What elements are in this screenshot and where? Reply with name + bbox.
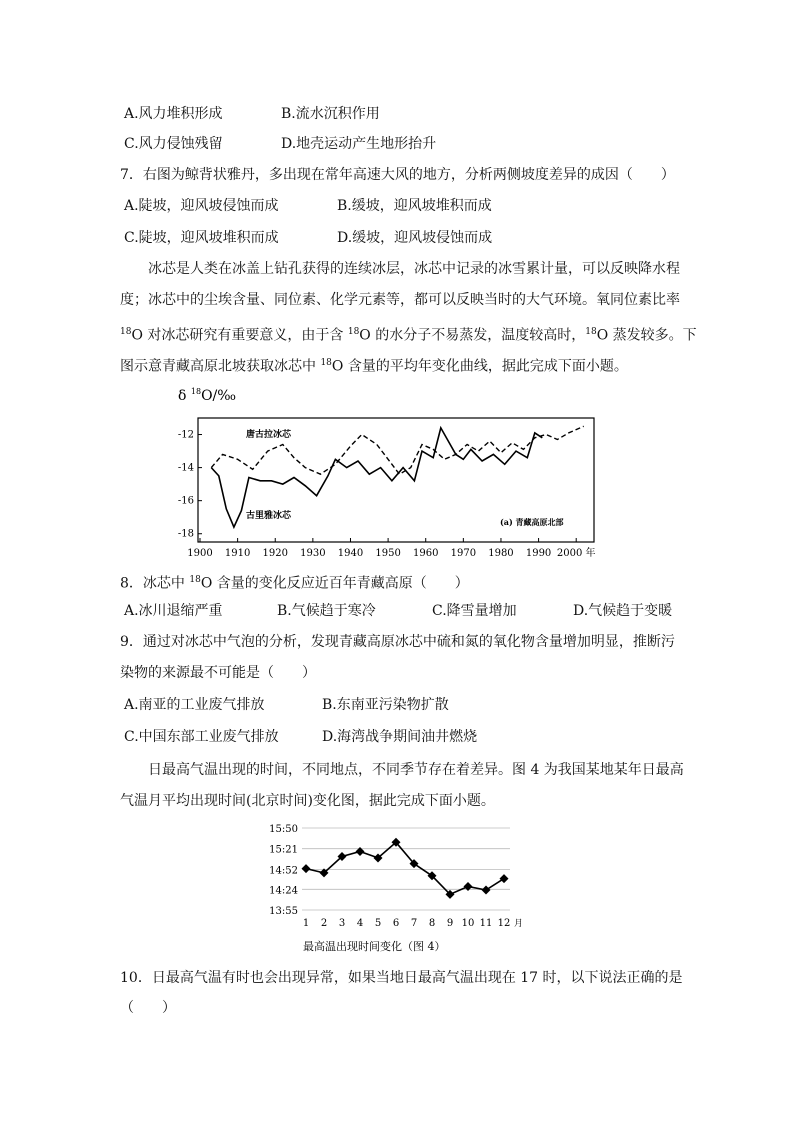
para1-line1: 冰芯是人类在冰盖上钻孔获得的连续冰层，冰芯中记录的冰雪累计量，可以反映降水程 bbox=[148, 261, 680, 277]
y-tick-label: 14:24 bbox=[269, 885, 298, 897]
x-tick-label: 1900 bbox=[187, 548, 213, 559]
max-temp-series-line bbox=[306, 842, 504, 894]
x-tick-label: 3 bbox=[338, 918, 346, 929]
x-tick-label: 8 bbox=[428, 918, 436, 929]
y-axis-label: δ $^{18}$O/‰ bbox=[178, 387, 237, 404]
q7-option-b: B.缓坡，迎风坡堆积而成 bbox=[337, 198, 492, 214]
text: 图示意青藏高原北坡获取冰芯中 bbox=[120, 358, 321, 375]
q9-option-d: D.海湾战争期间油井燃烧 bbox=[322, 729, 478, 745]
text: O 蒸发较多。下 bbox=[596, 327, 697, 344]
sup: 18 bbox=[347, 327, 360, 337]
x-tick-label: 1990 bbox=[525, 548, 552, 559]
q7-option-a: A.陡坡，迎风坡侵蚀而成 bbox=[124, 198, 279, 214]
x-tick-label: 4 bbox=[356, 918, 364, 929]
chart-title: 最高温出现时间变化（图 4） bbox=[303, 940, 446, 953]
y-tick-label: -14 bbox=[177, 462, 194, 474]
sup: 18 bbox=[120, 327, 132, 337]
sup: 18 bbox=[585, 327, 597, 337]
x-tick-label: 1960 bbox=[412, 548, 439, 559]
sup: 18 bbox=[189, 575, 201, 585]
y-tick-label: 15:21 bbox=[269, 844, 298, 856]
x-tick-label: 11 bbox=[479, 918, 493, 929]
x-tick-label: 2000 年 bbox=[556, 548, 596, 559]
x-tick-label: 1940 bbox=[337, 548, 364, 559]
text: O 对冰芯研究有重要意义，由于含 bbox=[131, 327, 348, 344]
q6-option-b: B.流水沉积作用 bbox=[281, 106, 380, 122]
y-tick-label: 14:52 bbox=[269, 865, 298, 877]
guliya-label: 古里雅冰芯 bbox=[246, 511, 292, 521]
q9-stem-line1: 9．通过对冰芯中气泡的分析，发现青藏高原冰芯中硫和氮的氧化物含量增加明显，推断污 bbox=[120, 634, 675, 650]
q8-option-b: B.气候趋于寒冷 bbox=[277, 603, 376, 619]
x-tick-label: 1950 bbox=[375, 548, 401, 559]
q9-option-b: B.东南亚污染物扩散 bbox=[322, 697, 449, 713]
x-tick-label: 5 bbox=[374, 918, 382, 929]
chart-caption: (a) 青藏高原北部 bbox=[500, 517, 564, 527]
q8-stem bbox=[120, 570, 469, 594]
q6-option-a: A.风力堆积形成 bbox=[124, 106, 223, 122]
text: 8．冰芯中 bbox=[120, 575, 190, 592]
data-point bbox=[482, 886, 491, 895]
text: O 含量的平均年变化曲线，据此完成下面小题。 bbox=[331, 358, 628, 375]
x-tick-label: 6 bbox=[392, 918, 400, 929]
x-tick-label: 2 bbox=[320, 918, 328, 929]
ice-core-chart bbox=[170, 382, 630, 560]
q7-stem: 7．右图为鲸背状雅丹，多出现在常年高速大风的地方，分析两侧坡度差异的成因（ ） bbox=[120, 167, 675, 183]
x-tick-label: 1970 bbox=[450, 548, 477, 559]
tanggula-label: 唐古拉冰芯 bbox=[246, 430, 292, 440]
y-tick-label: -16 bbox=[177, 495, 194, 507]
q9-option-a: A.南亚的工业废气排放 bbox=[124, 697, 265, 713]
q9-option-c: C.中国东部工业废气排放 bbox=[124, 729, 279, 745]
q6-option-d: D.地壳运动产生地形抬升 bbox=[281, 136, 437, 152]
x-tick-label: 1 bbox=[302, 918, 310, 929]
q6-option-c: C.风力侵蚀残留 bbox=[124, 136, 223, 152]
para1-line2: 度；冰芯中的尘埃含量、同位素、化学元素等，都可以反映当时的大气环境。氧同位素比率 bbox=[120, 292, 680, 308]
x-unit-label: 月 bbox=[514, 919, 524, 929]
y-tick-label: -18 bbox=[177, 528, 194, 540]
max-temp-time-chart bbox=[260, 816, 530, 962]
data-point bbox=[500, 874, 509, 883]
y-tick-label: 13:55 bbox=[269, 906, 298, 917]
q10-stem-line1: 10．日最高气温有时也会出现异常，如果当地日最高气温出现在 17 时，以下说法正确的是 bbox=[120, 970, 683, 986]
y-tick-label: 15:50 bbox=[269, 824, 298, 835]
para2-line2: 气温月平均出现时间(北京时间)变化图，据此完成下面小题。 bbox=[120, 793, 495, 809]
para2-line1: 日最高气温出现的时间，不同地点，不同季节存在着差异。图 4 为我国某地某年日最高 bbox=[148, 762, 684, 778]
x-tick-label: 1920 bbox=[262, 548, 288, 559]
text: O 的水分子不易蒸发，温度较高时， bbox=[359, 327, 586, 344]
x-tick-label: 7 bbox=[410, 918, 418, 929]
para1-line3 bbox=[120, 322, 697, 346]
y-tick-label: -12 bbox=[177, 429, 194, 441]
data-point bbox=[302, 864, 311, 873]
x-tick-label: 1930 bbox=[300, 548, 326, 559]
q8-option-c: C.降雪量增加 bbox=[432, 603, 517, 619]
x-tick-label: 12 bbox=[497, 918, 511, 929]
sup: 18 bbox=[320, 358, 332, 368]
q7-option-c: C.陡坡，迎风坡堆积而成 bbox=[124, 230, 279, 246]
x-tick-label: 9 bbox=[446, 918, 454, 929]
q7-option-d: D.缓坡，迎风坡侵蚀而成 bbox=[337, 230, 493, 246]
q8-option-d: D.气候趋于变暖 bbox=[573, 603, 673, 619]
text: O 含量的变化反应近百年青藏高原（ ） bbox=[200, 575, 469, 592]
q8-option-a: A.冰川退缩严重 bbox=[124, 603, 223, 619]
q9-stem-line2: 染物的来源最不可能是（ ） bbox=[120, 665, 316, 681]
para1-line4 bbox=[120, 353, 628, 377]
q10-stem-line2: （ ） bbox=[120, 1000, 176, 1016]
x-tick-label: 1980 bbox=[488, 548, 514, 559]
x-tick-label: 1910 bbox=[224, 548, 251, 559]
x-tick-label: 10 bbox=[461, 918, 475, 929]
